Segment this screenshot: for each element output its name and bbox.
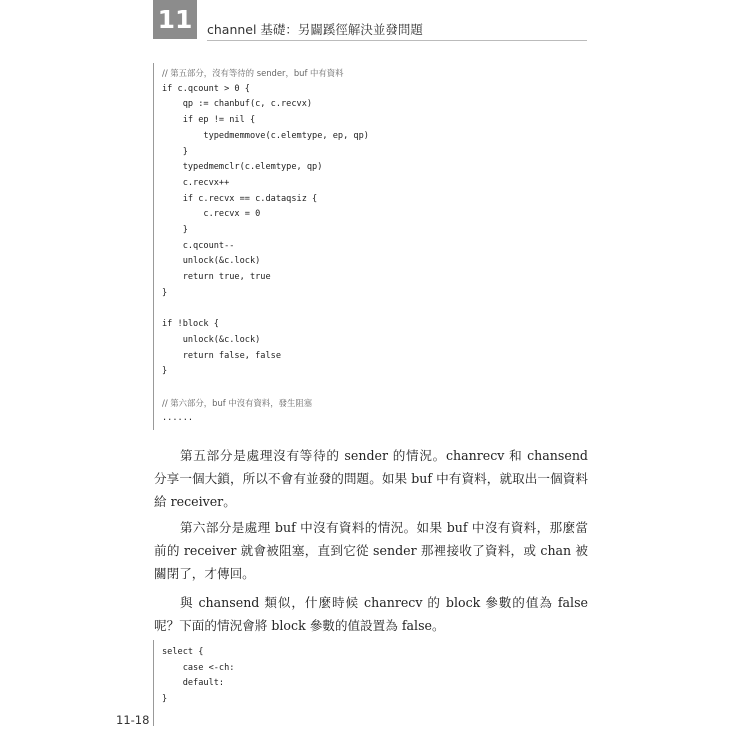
code-line: } bbox=[162, 694, 168, 705]
code-line: return false, false bbox=[162, 350, 281, 361]
code-line: // 第六部分，buf 中沒有資料，發生阻塞 bbox=[162, 397, 313, 408]
header-divider bbox=[207, 40, 587, 41]
chapter-title: channel 基礎：另闢蹊徑解決並發問題 bbox=[207, 22, 423, 37]
code-line: qp := chanbuf(c, c.recvx) bbox=[162, 99, 313, 110]
code-line: if !block { bbox=[162, 319, 219, 330]
paragraph-part-six: 第六部分是處理 buf 中沒有資料的情況。如果 buf 中沒有資料，那麼當前的 receiver 就會被阻塞，直到它從 sender 那裡接收了資料，或 chan 被關閉了，才傳回。 bbox=[154, 520, 588, 581]
code-line: ...... bbox=[162, 413, 194, 424]
code-line: if ep != nil { bbox=[162, 115, 256, 126]
code-line: unlock(&c.lock) bbox=[162, 256, 261, 267]
code-line: c.recvx = 0 bbox=[162, 209, 261, 220]
code-line: // 第五部分，沒有等待的 sender，buf 中有資料 bbox=[162, 68, 344, 78]
code-line: } bbox=[162, 366, 168, 377]
code-line: if c.qcount > 0 { bbox=[162, 83, 250, 94]
code-line: select { bbox=[162, 647, 204, 657]
paragraph-part-five: 第五部分是處理沒有等待的 sender 的情況。chanrecv 和 chansend 分享一個大鎖，所以不會有並發的問題。如果 buf 中有資料，就取出一個資料給 receiver。 bbox=[154, 448, 588, 509]
code-line: return true, true bbox=[162, 272, 271, 283]
footer-divider bbox=[153, 706, 154, 726]
code-line: } bbox=[162, 225, 188, 235]
code-line: } bbox=[162, 287, 168, 298]
code-line: c.qcount-- bbox=[162, 240, 235, 251]
paragraph-block-param: 與 chansend 類似，什麼時候 chanrecv 的 block 參數的值為 false 呢？下面的情況會將 block 參數的值設置為 false。 bbox=[154, 595, 588, 633]
chapter-number-badge bbox=[153, 0, 197, 39]
code-line: typedmemclr(c.elemtype, qp) bbox=[162, 162, 323, 173]
code-line: if c.recvx == c.dataqsiz { bbox=[162, 193, 318, 204]
code-line: typedmemmove(c.elemtype, ep, qp) bbox=[162, 130, 369, 141]
code-line: case <-ch: bbox=[162, 662, 235, 673]
chapter-number: 11 bbox=[157, 5, 193, 34]
code-line: c.recvx++ bbox=[162, 177, 230, 188]
code-line: default: bbox=[162, 678, 225, 689]
code-line: } bbox=[162, 146, 188, 157]
code-block-receive bbox=[153, 63, 588, 430]
code-block-select bbox=[153, 640, 588, 706]
code-line: unlock(&c.lock) bbox=[162, 334, 261, 345]
page-number: 11-18 bbox=[116, 713, 150, 727]
